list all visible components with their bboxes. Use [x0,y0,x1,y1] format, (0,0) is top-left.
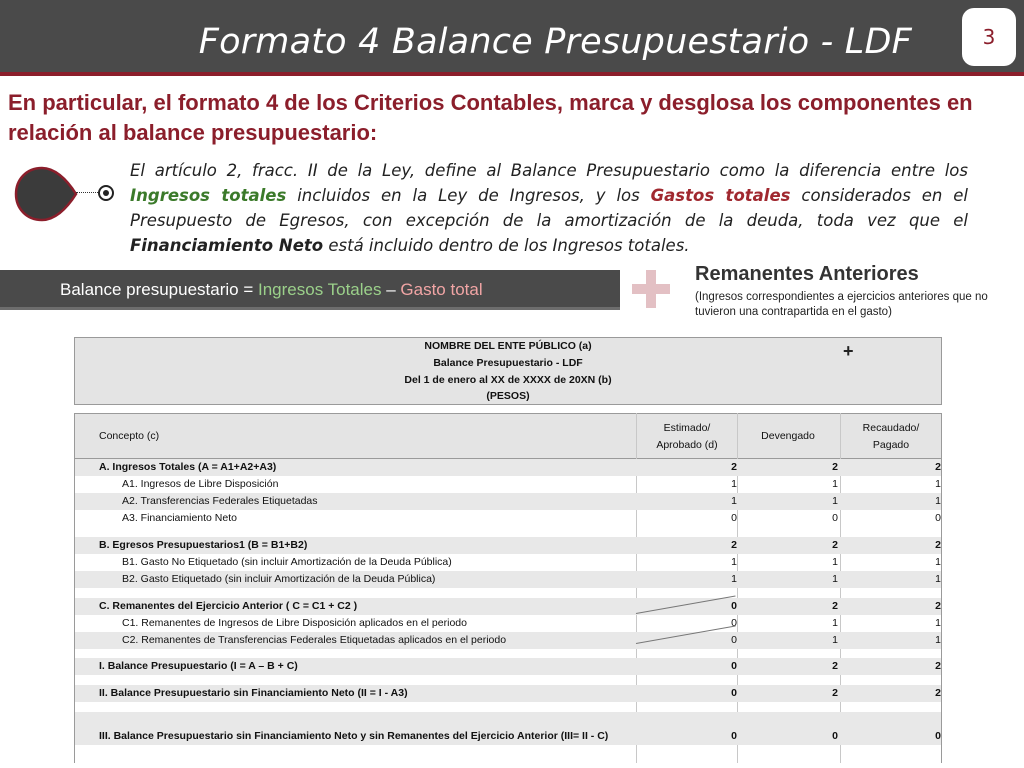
table-row: C2. Remanentes de Transferencias Federales Etiquetadas aplicados en el periodo 0 1 1 [75,632,941,649]
table-row: I. Balance Presupuestario (I = A – B + C) 0 2 2 [75,658,941,675]
remanentes-note: (Ingresos correspondientes a ejercicios anteriores que no tuvieron una contrapartida en el gasto) [695,291,988,318]
formula-bar [0,270,620,310]
plus-sign: + [843,341,854,361]
teardrop-bullet-icon [14,166,78,222]
col-estimado: Estimado/ Aprobado (d) [656,422,718,451]
col-recaudado: Recaudado/ Pagado [862,422,920,451]
table-row: C1. Remanentes de Ingresos de Libre Disposición aplicados en el periodo 0 1 1 [122,617,941,629]
table-row: B. Egresos Presupuestarios1 (B = B1+B2) 2 2 2 [75,537,941,554]
plus-icon [632,270,670,308]
keyword-financiamiento-neto: Financiamiento Neto [130,236,324,255]
title-underline [0,72,1024,76]
target-icon [98,185,114,201]
table-row: A. Ingresos Totales (A = A1+A2+A3) 2 2 2 [75,459,941,476]
report-units: (PESOS) [486,390,530,402]
table-row: B2. Gasto Etiquetado (sin incluir Amortización de la Deuda Pública) 1 1 1 [75,571,941,588]
balance-table [74,413,942,763]
table-row: C. Remanentes del Ejercicio Anterior ( C = C1 + C2 ) 0 2 2 [75,598,941,615]
remanentes-title: Remanentes Anteriores [695,263,919,285]
entity-name: NOMBRE DEL ENTE PÚBLICO (a) [424,340,592,352]
report-period: Del 1 de enero al XX de XXXX de 20XN (b) [404,374,612,386]
table-row: A2. Transferencias Federales Etiquetadas 1 1 1 [75,493,941,510]
col-concepto: Concepto (c) [99,430,160,442]
keyword-gastos-totales: Gastos totales [650,186,791,205]
formula-text: Balance presupuestario = Ingresos Totales – Gasto total [60,280,483,299]
table-title-block [74,337,942,405]
page-number-badge: 3 [962,8,1016,66]
article-paragraph: El artículo 2, fracc. II de la Ley, define al Balance Presupuestario como la diferencia entre los Ingresos totales incluidos en la Ley de Ingresos, y los Gastos totales considerados en el Presupuesto de Egresos, con excepción de la amortización de la deuda, toda vez que el Financiamiento Neto está incluido dentro de los Ingresos totales. [130,161,969,255]
subtitle: En particular, el formato 4 de los Criterios Contables, marca y desglosa los componentes en relación al balance presupuestario: [8,90,973,145]
col-devengado: Devengado [761,430,815,442]
bullet-connector [76,192,98,193]
report-name: Balance Presupuestario - LDF [433,357,583,369]
table-header-row [75,413,941,459]
spacer-row [75,712,941,728]
keyword-ingresos-totales: Ingresos totales [130,186,287,205]
table-row: A3. Financiamiento Neto 0 0 0 [122,512,941,524]
table-row: III. Balance Presupuestario sin Financiamiento Neto y sin Remanentes del Ejercicio Anterior (III= II - C) 0 0 0 [75,728,941,745]
table-row: II. Balance Presupuestario sin Financiamiento Neto (II = I - A3) 0 2 2 [75,685,941,702]
slide-title: Formato 4 Balance Presupuestario - LDF [198,22,912,62]
table-row: B1. Gasto No Etiquetado (sin incluir Amortización de la Deuda Pública) 1 1 1 [122,556,941,568]
table-row: A1. Ingresos de Libre Disposición 1 1 1 [122,478,941,490]
